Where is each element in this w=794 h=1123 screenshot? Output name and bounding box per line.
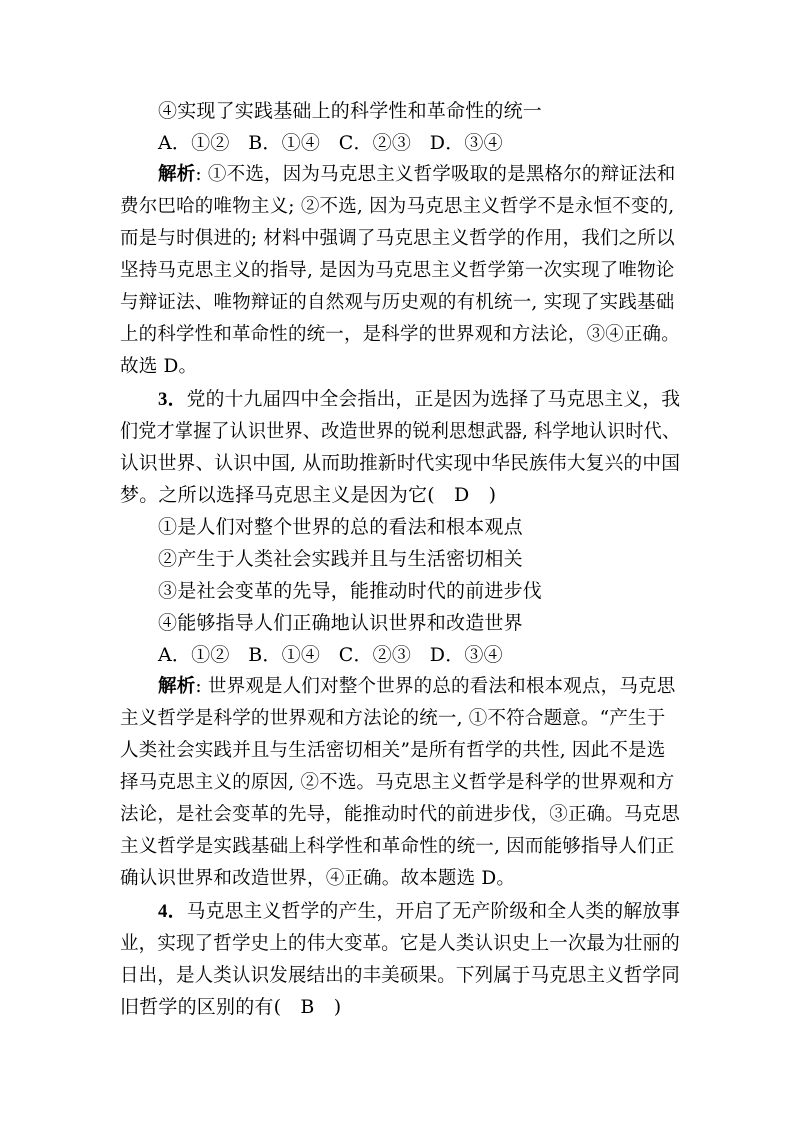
exp3-line-2: 主义哲学是科学的世界观和方法论的统一, ①不符合题意。“产生于 [120,708,666,729]
q2-item-4: ④实现了实践基础上的科学性和革命性的统一 [158,100,543,122]
exp2-line-1: 解析: ①不选，因为马克思主义哲学吸取的是黑格尔的辩证法和 [158,164,676,185]
q3-option-b: B．①④ [248,644,321,666]
q3-item-2: ②产生于人类社会实践并且与生活密切相关 [158,548,523,570]
q3-options [158,640,503,667]
q2-option-b: B．①④ [248,132,321,154]
q3-option-c: C．②③ [338,644,412,666]
q3-item-4: ④能够指导人们正确地认识世界和改造世界 [158,612,523,634]
exp3-line-7: 确认识世界和改造世界，④正确。故本题选 D。 [120,868,516,889]
exp2-line-7: 故选 D。 [120,356,198,377]
q3-item-1: ①是人们对整个世界的总的看法和根本观点 [158,516,523,538]
exp2-line-4: 坚持马克思主义的指导, 是因为马克思主义哲学第一次实现了唯物论 [120,260,675,281]
exp2-line-5: 与辩证法、唯物辩证的自然观与历史观的有机统一, 实现了实践基础 [120,292,675,313]
q3-option-a: A．①② [158,644,230,666]
exp3-line-6: 主义哲学是实践基础上科学性和革命性的统一, 因而能够指导人们正 [120,836,675,857]
q3-number: 3． [158,389,187,410]
q2-option-a: A．①② [158,132,230,154]
q3-option-d: D．③④ [429,644,503,666]
exp3-line-4: 择马克思主义的原因, ②不选。马克思主义哲学是科学的世界观和方 [120,772,675,793]
exp3-line-5: 法论，是社会变革的先导，能推动时代的前进步伐，③正确。马克思 [120,804,680,825]
exp2-line-3: 而是与时俱进的; 材料中强调了马克思主义哲学的作用，我们之所以 [120,228,675,249]
exp2-label: 解析 [158,164,196,185]
q4-line-4: 旧哲学的区别的有( B ) [120,996,342,1018]
q3-line-3: 认识世界、认识中国, 从而助推新时代实现中华民族伟大复兴的中国 [120,452,681,474]
q4-line-1: 4．马克思主义哲学的产生，开启了无产阶级和全人类的解放事 [158,900,681,922]
exp3-line-1: 解析: 世界观是人们对整个世界的总的看法和根本观点，马克思 [158,676,676,697]
q3-line-1: 3．党的十九届四中全会指出，正是因为选择了马克思主义，我 [158,388,681,410]
q4-number: 4． [158,901,187,922]
q3-line-2: 们党才掌握了认识世界、改造世界的锐利思想武器, 科学地认识时代、 [120,420,681,442]
q2-options [158,128,503,155]
q3-line-4: 梦。之所以选择马克思主义是因为它( D ) [120,484,497,506]
exp2-line-6: 上的科学性和革命性的统一，是科学的世界观和方法论，③④正确。 [120,324,680,345]
exp3-line-3: 人类社会实践并且与生活密切相关”是所有哲学的共性, 因此不是选 [120,740,666,761]
q4-line-3: 日出，是人类认识发展结出的丰美硕果。下列属于马克思主义哲学同 [120,964,680,986]
q2-option-c: C．②③ [338,132,412,154]
exp3-label: 解析 [158,676,196,697]
q2-option-d: D．③④ [429,132,503,154]
q3-item-3: ③是社会变革的先导，能推动时代的前进步伐 [158,580,543,602]
exp2-line-2: 费尔巴哈的唯物主义; ②不选, 因为马克思主义哲学不是永恒不变的, [120,196,675,217]
q4-line-2: 业，实现了哲学史上的伟大变革。它是人类认识史上一次最为壮丽的 [120,932,680,954]
